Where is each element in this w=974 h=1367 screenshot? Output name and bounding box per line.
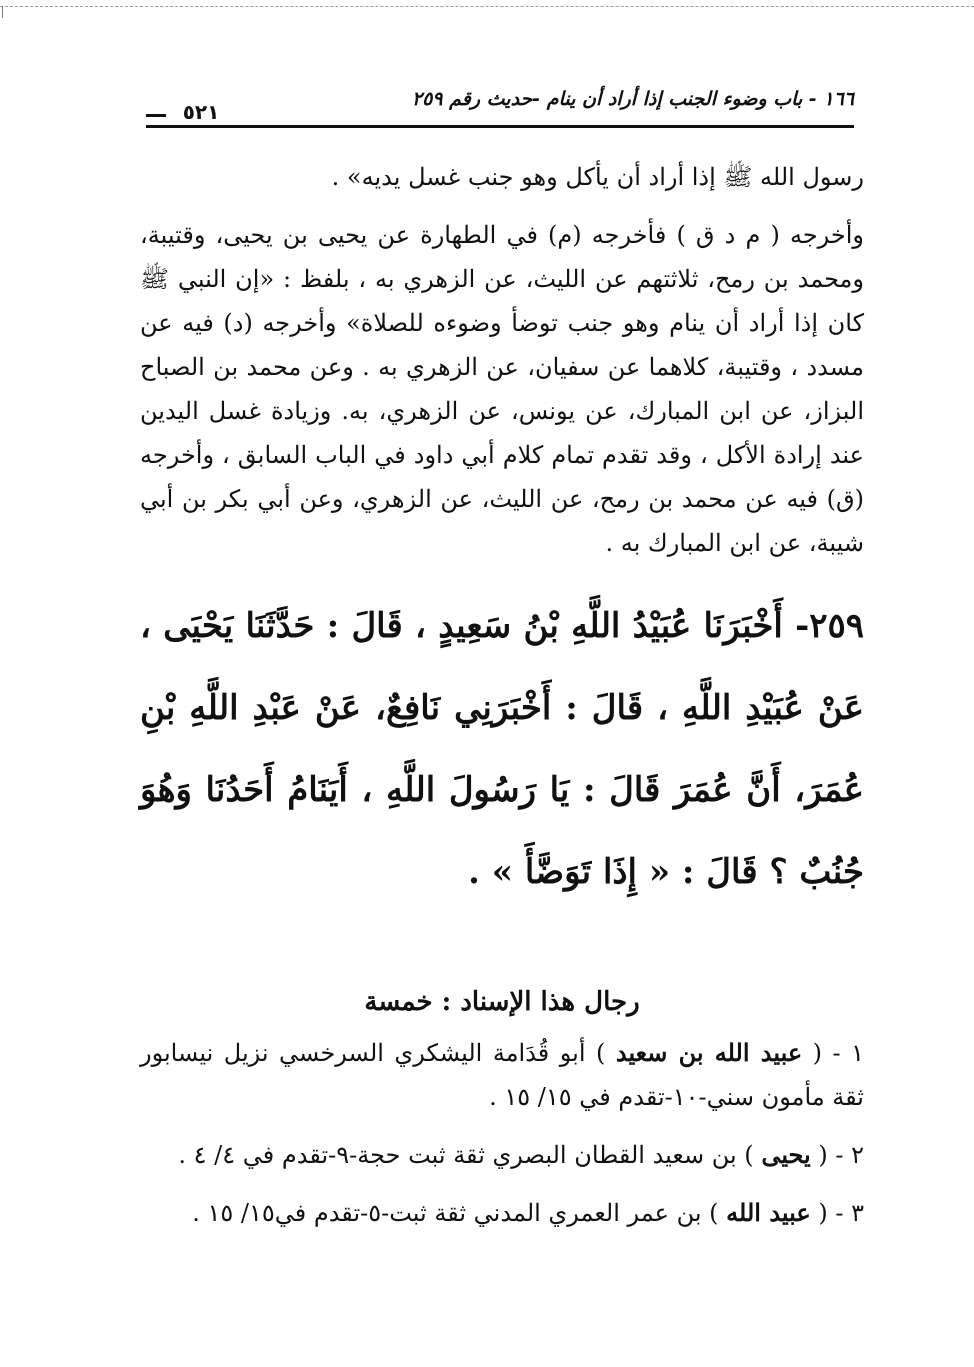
scan-corner-mark xyxy=(2,6,11,18)
narrator-name: عبيد الله بن سعيد xyxy=(615,1038,803,1067)
narrator-details: ) بن سعيد القطان البصري ثقة ثبت حجة-٩-تقدم في ٤/ ٤ . xyxy=(178,1141,754,1169)
narrator-details: ) بن عمر العمري المدني ثقة ثبت-٥-تقدم في١٥/ ١٥ . xyxy=(192,1199,719,1227)
narrator-prefix: ٢ - ( xyxy=(818,1141,864,1169)
narrator-prefix: ١ - ( xyxy=(812,1039,864,1067)
hadith-text: أَخْبَرَنَا عُبَيْدُ اللَّهِ بْنُ سَعِيدٍ ، قَالَ : حَدَّثَنَا يَحْيَى ، عَنْ عُبَيْدِ اللَّهِ ، قَالَ : أَخْبَرَنِي نَافِعٌ، عَنْ عَبْدِ اللَّهِ بْنِ عُمَرَ، أَنَّ عُمَرَ قَالَ : يَا رَسُولَ اللَّهِ ، أَيَنَامُ أَحَدُنَا وَهُوَ جُنُبٌ ؟ قَالَ : « إِذَا تَوَضَّأَ » . xyxy=(140,606,864,892)
narrator-entry xyxy=(140,1133,864,1177)
narrator-name: عبيد الله xyxy=(726,1198,811,1227)
narrator-name: يحيى xyxy=(761,1140,811,1169)
scan-edge-line xyxy=(0,6,974,7)
running-title: ١٦٦ - باب وضوء الجنب إذا أراد أن ينام -حديث رقم ٢٥٩ xyxy=(411,88,854,110)
commentary-paragraph: وأخرجه ( م د ق ) فأخرجه (م) في الطهارة عن يحيى بن يحيى، وقتيبة، ومحمد بن رمح، ثلاثتهم عن الليث، عن الزهري به ، بلفظ : «إن النبي ﷺ كان إذا أراد أن ينام وهو جنب توضأ وضوءه للصلاة» وأخرجه (د) فيه عن مسدد ، وقتيبة، كلاهما عن سفيان، عن الزهري به . وعن محمد بن الصباح البزاز، عن ابن المبارك، عن يونس، عن الزهري، به. وزيادة غسل اليدين عند إرادة الأكل ، وقد تقدم تمام كلام أبي داود في الباب السابق ، وأخرجه (ق) فيه عن محمد بن رمح، عن الليث، عن الزهري، وعن أبي بكر بن أبي شيبة، عن ابن المبارك به . xyxy=(140,221,864,557)
commentary-paragraph: رسول الله ﷺ إذا أراد أن يأكل وهو جنب غسل يديه» . xyxy=(331,163,864,191)
narrator-entry xyxy=(140,1191,864,1235)
section-title: رجال هذا الإسناد : خمسة xyxy=(364,987,640,1017)
page-body xyxy=(140,155,864,1249)
header-rule xyxy=(146,125,854,128)
narrator-details: ) أبو قُدَامة اليشكري السرخسي نزيل نيسابور ثقة مأمون سني-١٠-تقدم في ١٥/ ١٥ . xyxy=(140,1039,864,1111)
hadith-number: ٢٥٩- xyxy=(795,606,864,646)
narrator-prefix: ٣ - ( xyxy=(818,1199,864,1227)
page-number: ٥٢١ xyxy=(146,100,256,124)
hadith-text-block xyxy=(140,585,864,913)
narrator-entry xyxy=(140,1031,864,1119)
page-header xyxy=(146,88,854,132)
